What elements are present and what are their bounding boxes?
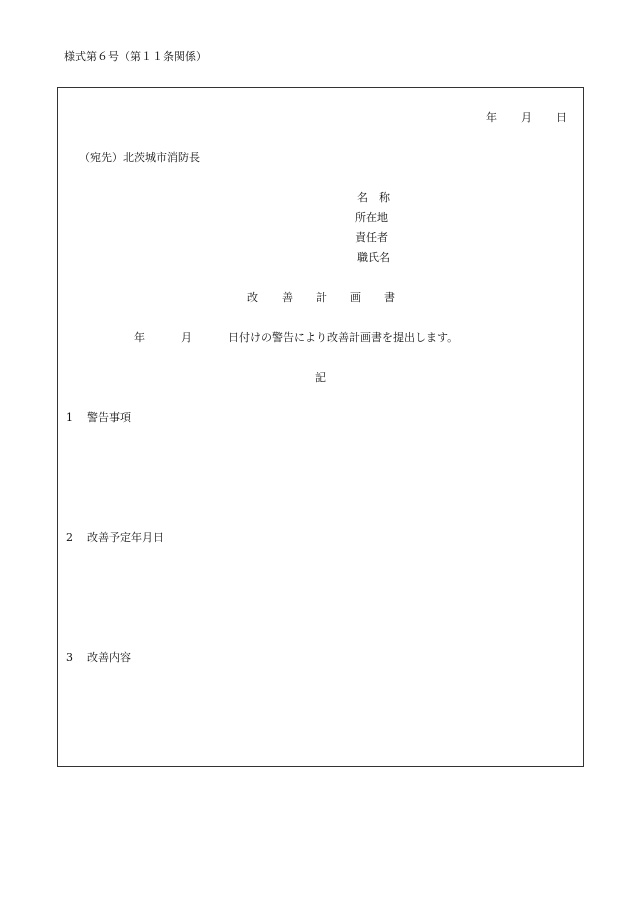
form-number: 様式第６号（第１１条関係） <box>64 50 207 63</box>
item-label: 警告事項 <box>87 411 131 424</box>
item-number: 3 <box>66 651 73 664</box>
title-char: 改 <box>247 291 258 304</box>
body-sentence-rest: 日付けの警告により改善計画書を提出します。 <box>228 331 459 344</box>
applicant-position-name-label: 職氏名 <box>357 251 390 264</box>
body-month-label: 月 <box>181 331 192 344</box>
ki-heading: 記 <box>315 371 326 384</box>
title-char: 画 <box>350 291 361 304</box>
title-char: 計 <box>316 291 327 304</box>
item-label: 改善内容 <box>87 651 131 664</box>
applicant-name-label: 名 称 <box>357 191 390 204</box>
item-number: 2 <box>66 531 73 544</box>
form-frame <box>57 87 584 767</box>
title-char: 善 <box>282 291 293 304</box>
item-label: 改善予定年月日 <box>87 531 164 544</box>
applicant-responsible-label: 責任者 <box>355 231 388 244</box>
item-number: 1 <box>66 411 73 424</box>
body-year-label: 年 <box>134 331 145 344</box>
addressee: （宛先）北茨城市消防長 <box>79 151 200 164</box>
date-day-label: 日 <box>556 111 567 124</box>
date-year-label: 年 <box>486 111 497 124</box>
date-month-label: 月 <box>521 111 532 124</box>
applicant-address-label: 所在地 <box>355 211 388 224</box>
title-char: 書 <box>384 291 395 304</box>
